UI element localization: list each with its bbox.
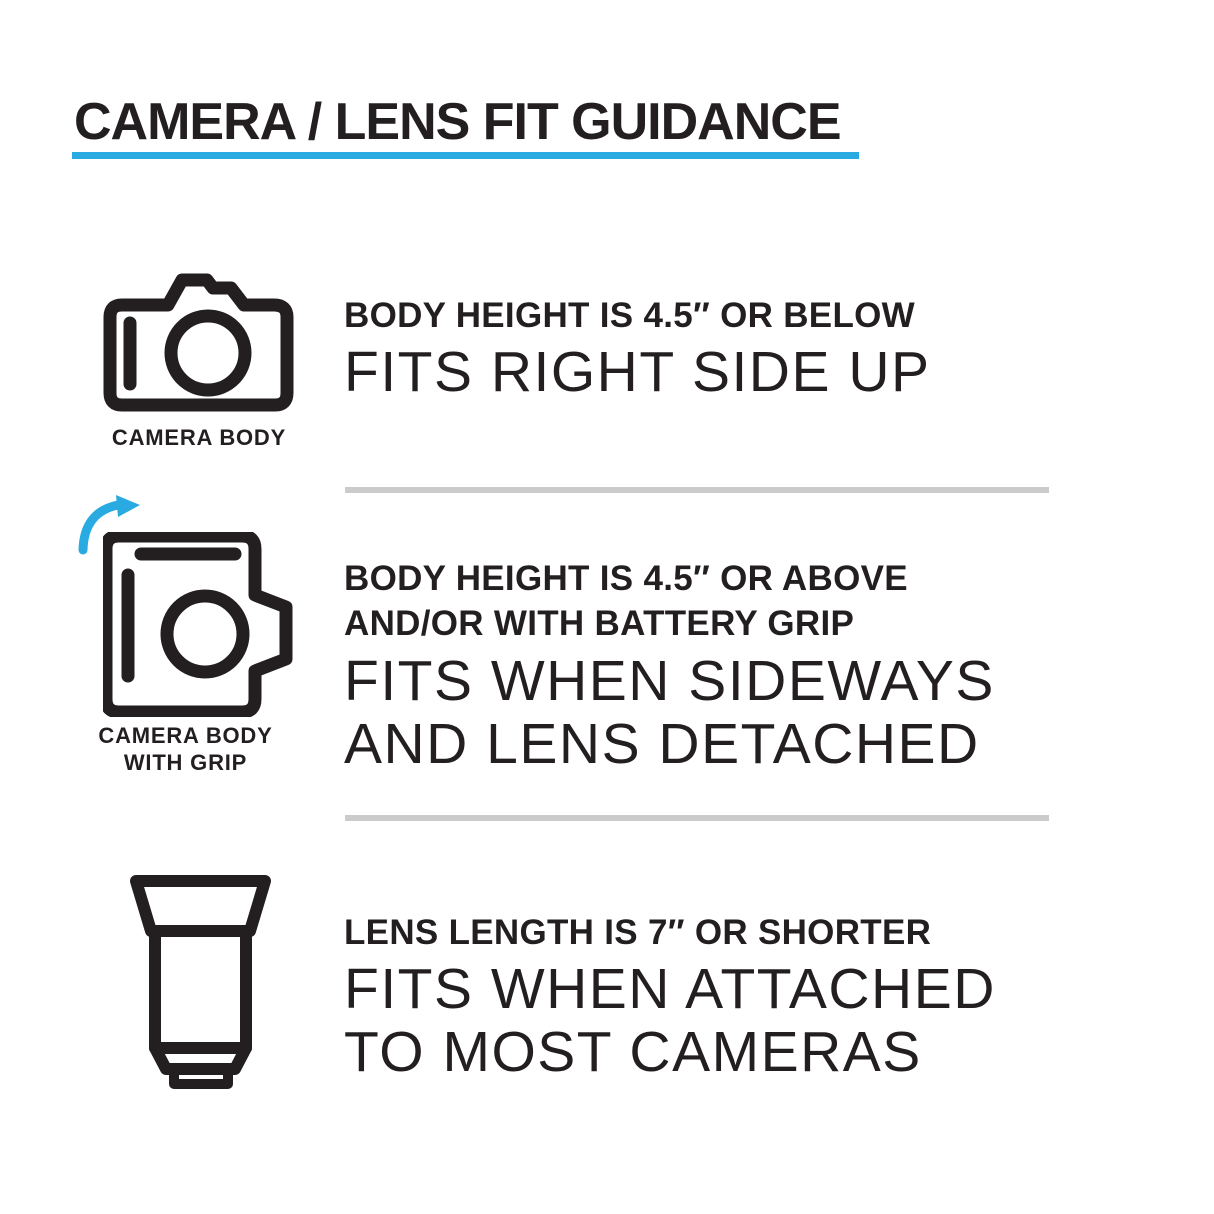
section-divider bbox=[345, 815, 1049, 821]
page-title: CAMERA / LENS FIT GUIDANCE bbox=[74, 93, 841, 151]
condition-line: BODY HEIGHT IS 4.5″ OR ABOVE bbox=[344, 559, 908, 598]
condition-line: LENS LENGTH IS 7″ OR SHORTER bbox=[344, 913, 932, 952]
camera-body-icon bbox=[103, 272, 294, 412]
caption-line: WITH GRIP bbox=[123, 750, 248, 775]
section-lens-text bbox=[344, 912, 996, 1084]
section-camera-body-text bbox=[344, 295, 931, 404]
result-line: FITS WHEN ATTACHED bbox=[344, 957, 996, 1021]
condition-line: BODY HEIGHT IS 4.5″ OR BELOW bbox=[344, 296, 915, 335]
camera-body-with-grip-icon bbox=[103, 532, 293, 717]
result-line: FITS RIGHT SIDE UP bbox=[344, 340, 931, 404]
result-line: FITS WHEN SIDEWAYS bbox=[344, 649, 995, 713]
title-underline-bar bbox=[72, 152, 859, 159]
result-line: TO MOST CAMERAS bbox=[344, 1020, 922, 1084]
caption-line: CAMERA BODY bbox=[98, 723, 273, 748]
condition-line: AND/OR WITH BATTERY GRIP bbox=[344, 604, 855, 643]
camera-body-with-grip-caption bbox=[68, 722, 303, 776]
section-divider bbox=[345, 487, 1049, 493]
section-grip-text bbox=[344, 556, 995, 776]
camera-body-caption: CAMERA BODY bbox=[111, 425, 287, 450]
result-line: AND LENS DETACHED bbox=[344, 712, 980, 776]
lens-icon bbox=[126, 874, 276, 1090]
